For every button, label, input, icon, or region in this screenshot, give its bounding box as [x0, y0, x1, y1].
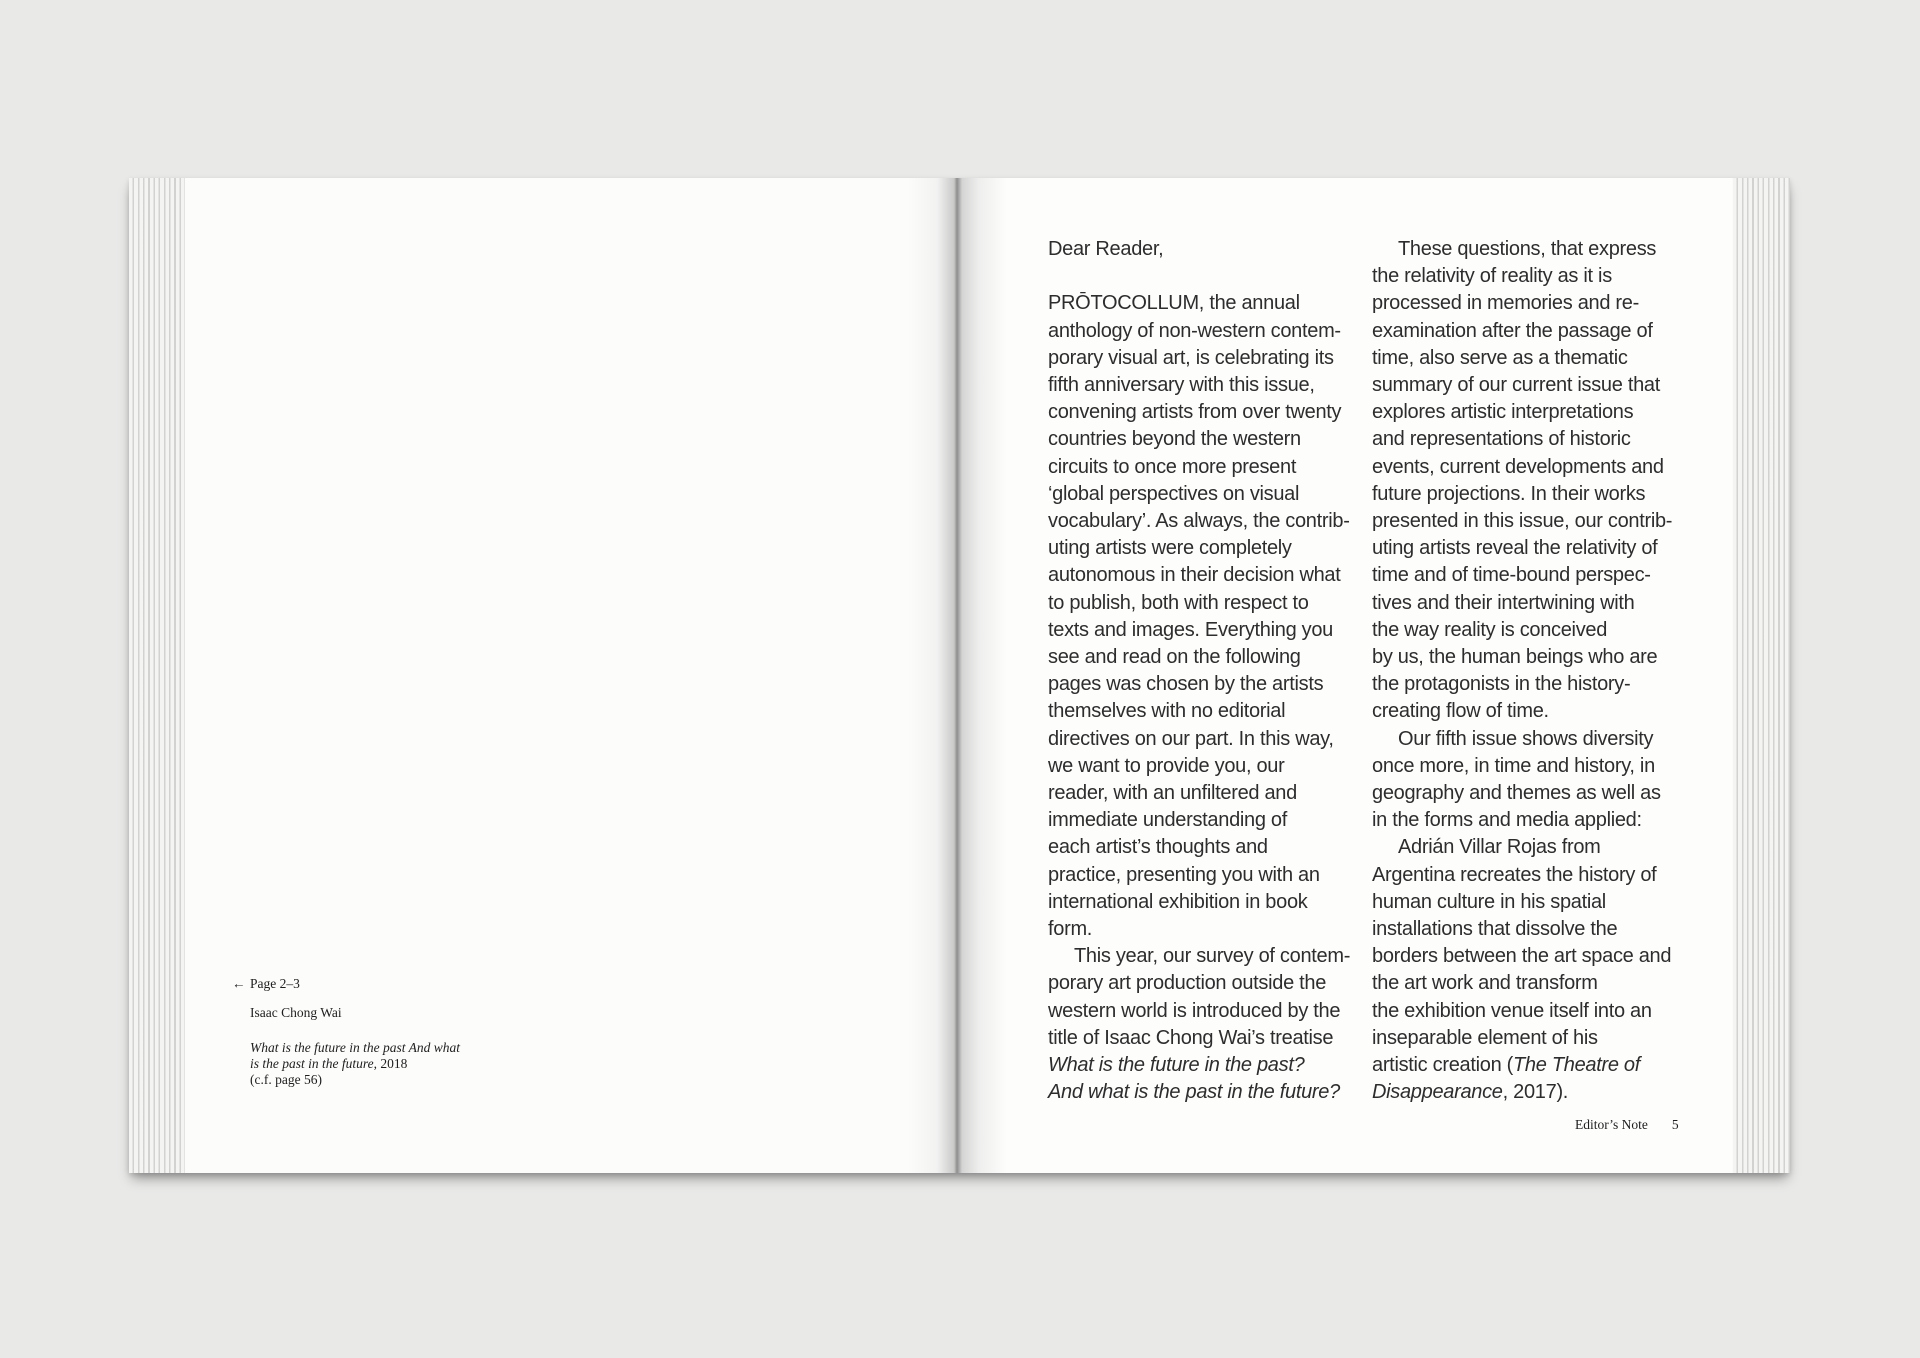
- caption-artist-name: Isaac Chong Wai: [250, 1005, 342, 1020]
- text-line: the art work and transform: [1372, 972, 1598, 995]
- book-spread: [129, 178, 1790, 1173]
- text-line: anthology of non-western contem-: [1048, 319, 1341, 342]
- footer-section-label: Editor’s Note: [1575, 1117, 1648, 1132]
- text-line: international exhibition in book: [1048, 890, 1308, 913]
- text-line: What is the future in the past?: [1048, 1054, 1305, 1077]
- footer-page-number: 5: [1671, 1117, 1679, 1132]
- page-edges-left: [129, 178, 186, 1173]
- text-line: future projections. In their works: [1372, 482, 1646, 505]
- page-footer: [1575, 1117, 1679, 1133]
- text-line: once more, in time and history, in: [1372, 754, 1655, 777]
- text-line: immediate understanding of: [1048, 809, 1288, 832]
- text-line: themselves with no editorial: [1048, 700, 1286, 723]
- caption-page-ref-row: [232, 975, 460, 992]
- text-line: [1048, 263, 1366, 290]
- text-line: the relativity of reality as it is: [1372, 265, 1612, 288]
- right-page: [962, 178, 1732, 1173]
- text-line: the way reality is conceived: [1372, 618, 1608, 641]
- text-line: circuits to once more present: [1048, 455, 1297, 478]
- text-line: porary visual art, is celebrating its: [1048, 346, 1334, 369]
- text-line: PRŌTOCOLLUM, the annual: [1048, 292, 1300, 315]
- text-line: summary of our current issue that: [1372, 374, 1660, 397]
- text-line: porary art production outside the: [1048, 972, 1327, 995]
- text-column-2: [1372, 236, 1690, 1107]
- text-column-1: [1048, 236, 1366, 1107]
- image-caption: [232, 975, 460, 1088]
- text-line: reader, with an unfiltered and: [1048, 782, 1297, 805]
- text-line: ‘global perspectives on visual: [1048, 482, 1300, 505]
- left-page: [185, 178, 962, 1173]
- caption-cross-reference: (c.f. page 56): [250, 1072, 322, 1087]
- text-line: fifth anniversary with this issue,: [1048, 374, 1315, 397]
- text-line: texts and images. Everything you: [1048, 618, 1333, 641]
- text-line: events, current developments and: [1372, 455, 1664, 478]
- text-line: we want to provide you, our: [1048, 754, 1285, 777]
- text-line: in the forms and media applied:: [1372, 809, 1642, 832]
- text-line: vocabulary’. As always, the contrib-: [1048, 510, 1350, 533]
- text-line: human culture in his spatial: [1372, 890, 1606, 913]
- text-line: each artist’s thoughts and: [1048, 836, 1268, 859]
- text-line: uting artists were completely: [1048, 537, 1292, 560]
- text-line: form.: [1048, 918, 1093, 941]
- text-line: This year, our survey of contem-: [1074, 945, 1351, 968]
- text-line: western world is introduced by the: [1048, 999, 1341, 1022]
- text-line: directives on our part. In this way,: [1048, 727, 1334, 750]
- text-line: title of Isaac Chong Wai’s treatise: [1048, 1026, 1334, 1049]
- text-line: by us, the human beings who are: [1372, 646, 1658, 669]
- text-line: convening artists from over twenty: [1048, 401, 1342, 424]
- text-line: tives and their intertwining with: [1372, 591, 1635, 614]
- text-line: time, also serve as a thematic: [1372, 346, 1628, 369]
- text-line: artistic creation (The Theatre of: [1372, 1054, 1640, 1077]
- text-line: And what is the past in the future?: [1048, 1081, 1340, 1104]
- text-line: the exhibition venue itself into an: [1372, 999, 1652, 1022]
- text-line: These questions, that express: [1398, 238, 1657, 260]
- text-line: Disappearance, 2017).: [1372, 1081, 1569, 1104]
- text-line: see and read on the following: [1048, 646, 1301, 669]
- caption-work-title: [250, 1040, 460, 1088]
- text-line: time and of time-bound perspec-: [1372, 564, 1651, 587]
- text-line: the protagonists in the history-: [1372, 673, 1631, 696]
- text-line: Dear Reader,: [1048, 238, 1164, 260]
- text-line: inseparable element of his: [1372, 1026, 1598, 1049]
- text-line: installations that dissolve the: [1372, 918, 1618, 941]
- text-line: examination after the passage of: [1372, 319, 1653, 342]
- text-line: Adrián Villar Rojas from: [1398, 836, 1601, 859]
- text-line: presented in this issue, our contrib-: [1372, 510, 1673, 533]
- text-line: pages was chosen by the artists: [1048, 673, 1324, 696]
- caption-page-ref: Page 2–3: [250, 976, 300, 991]
- text-line: countries beyond the western: [1048, 428, 1301, 451]
- text-line: borders between the art space and: [1372, 945, 1672, 968]
- page-edges-right: [1733, 178, 1790, 1173]
- text-line: Our fifth issue shows diversity: [1398, 727, 1654, 750]
- text-line: processed in memories and re-: [1372, 292, 1639, 315]
- text-line: practice, presenting you with an: [1048, 863, 1320, 886]
- text-line: Argentina recreates the history of: [1372, 863, 1657, 886]
- text-line: geography and themes as well as: [1372, 782, 1661, 805]
- text-line: and representations of historic: [1372, 428, 1631, 451]
- text-line: explores artistic interpretations: [1372, 401, 1634, 424]
- text-line: creating flow of time.: [1372, 700, 1549, 723]
- text-line: to publish, both with respect to: [1048, 591, 1309, 614]
- text-line: autonomous in their decision what: [1048, 564, 1341, 587]
- left-arrow-icon: ←: [232, 976, 246, 991]
- caption-title-line2: is the past in the future, 2018: [250, 1056, 408, 1071]
- caption-title-line1: What is the future in the past And what: [250, 1040, 460, 1055]
- text-line: uting artists reveal the relativity of: [1372, 537, 1658, 560]
